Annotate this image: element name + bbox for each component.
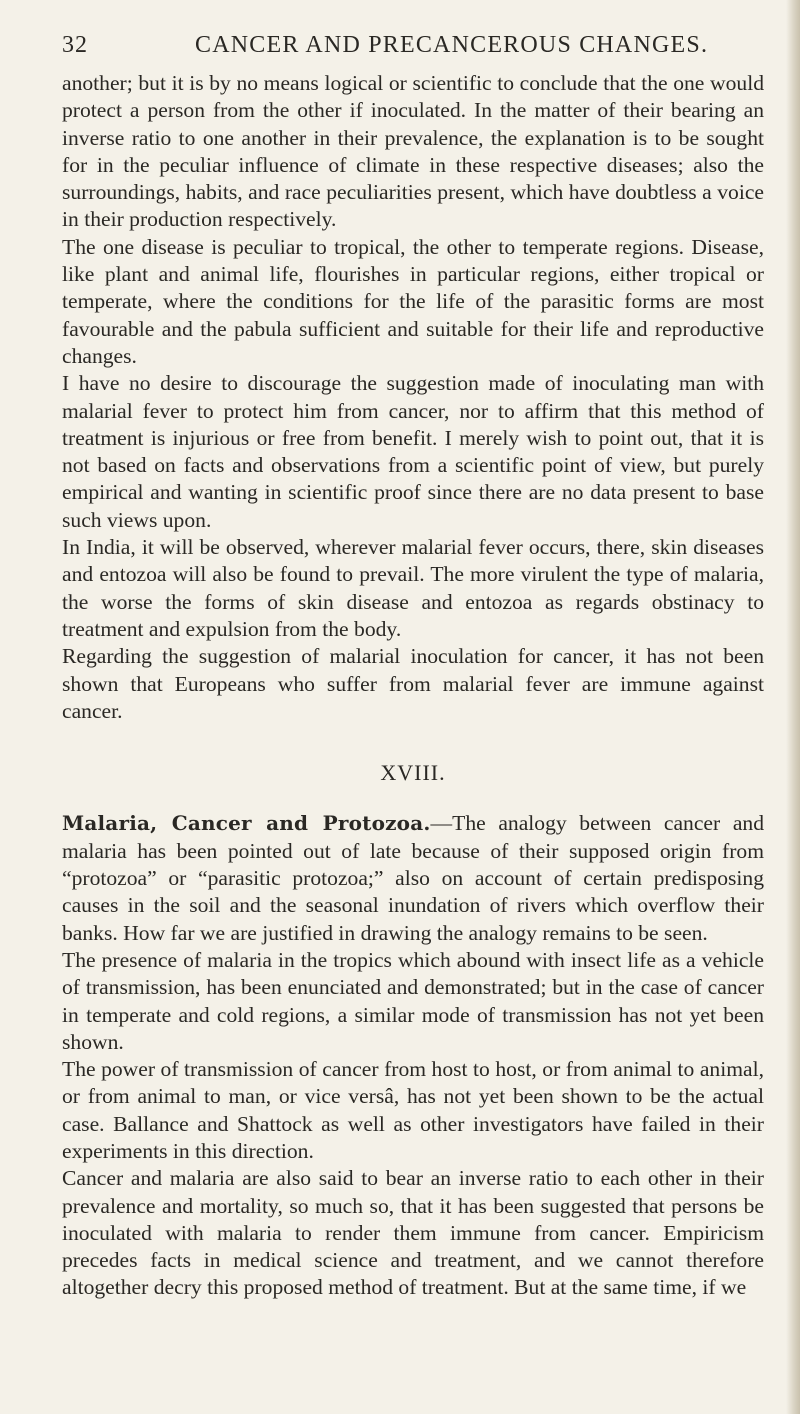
paragraph: In India, it will be observed, wherever malarial fever occurs, there, skin diseases and entozoa will also be found to prevail. The more virulent the type of malaria, the worse the forms of skin disease and entozoa as regards obstinacy to treatment and expulsion from the body. [62,535,764,641]
run-in-heading: Malaria, Cancer and Protozoa. [62,811,431,836]
page-edge-shadow [786,0,800,1414]
page-number: 32 [62,32,88,58]
paragraph: another; but it is by no means logical or scientific to conclude that the one would protect a person from the other if inoculated. In the matter of their bearing an inverse ratio to one another in their prevalence, the explanation is to be sought for in the peculiar influence of climate in these respective diseases; also the surroundings, habits, and race peculiarities present, which have doubtless a voice in their production respectively. [62,71,764,232]
section-numeral: XVIII. [380,760,446,786]
body-text [62,70,764,1302]
section-first-paragraph [62,810,764,946]
running-head: CANCER AND PRECANCEROUS CHANGES. [195,32,709,58]
paragraph: The power of transmission of cancer from host to host, or from animal to animal, or from animal to man, or vice versâ, has not yet been shown to be the actual case. Ballance and Shattock as well as other investigators have failed in their experiments in this direction. [62,1057,764,1163]
book-page [62,24,764,1302]
paragraph-text: —The analogy between cancer and malaria has been pointed out of late because of their supposed origin from “protozoa” or “parasitic protozoa;” also on account of certain predisposing causes in the soil and the seasonal inundation of rivers which overflow their banks. How far we are justified in drawing the analogy remains to be seen. [62,811,764,945]
paragraph: I have no desire to discourage the suggestion made of inoculating man with malarial fever to protect him from cancer, nor to affirm that this method of treatment is injurious or free from benefit. I merely wish to point out, that it is not based on facts and observations from a scientific point of view, but purely empirical and wanting in scientific proof since there are no data present to base such views upon. [62,371,764,532]
paragraph: Regarding the suggestion of malarial inoculation for cancer, it has not been shown that Europeans who suffer from malarial fever are immune against cancer. [62,644,764,723]
paragraph: The presence of malaria in the tropics which abound with insect life as a vehicle of transmission, has been enunciated and demonstrated; but in the case of cancer in temperate and cold regions, a similar mode of transmission has not yet been shown. [62,947,764,1054]
paragraph: The one disease is peculiar to tropical, the other to temperate regions. Disease, like plant and animal life, flourishes in particular regions, either tropical or temperate, where the conditions for the life of the parasitic forms are most favourable and the pabula sufficient and suitable for their life and reproductive changes. [62,234,764,368]
page-header [62,24,764,70]
paragraph: Cancer and malaria are also said to bear an inverse ratio to each other in their prevalence and mortality, so much so, that it has been suggested that persons be inoculated with malaria to render them immune from cancer. Empiricism precedes facts in medical science and treatment, and we cannot therefore altogether decry this proposed method of treatment. But at the same time, if we [62,1166,764,1300]
